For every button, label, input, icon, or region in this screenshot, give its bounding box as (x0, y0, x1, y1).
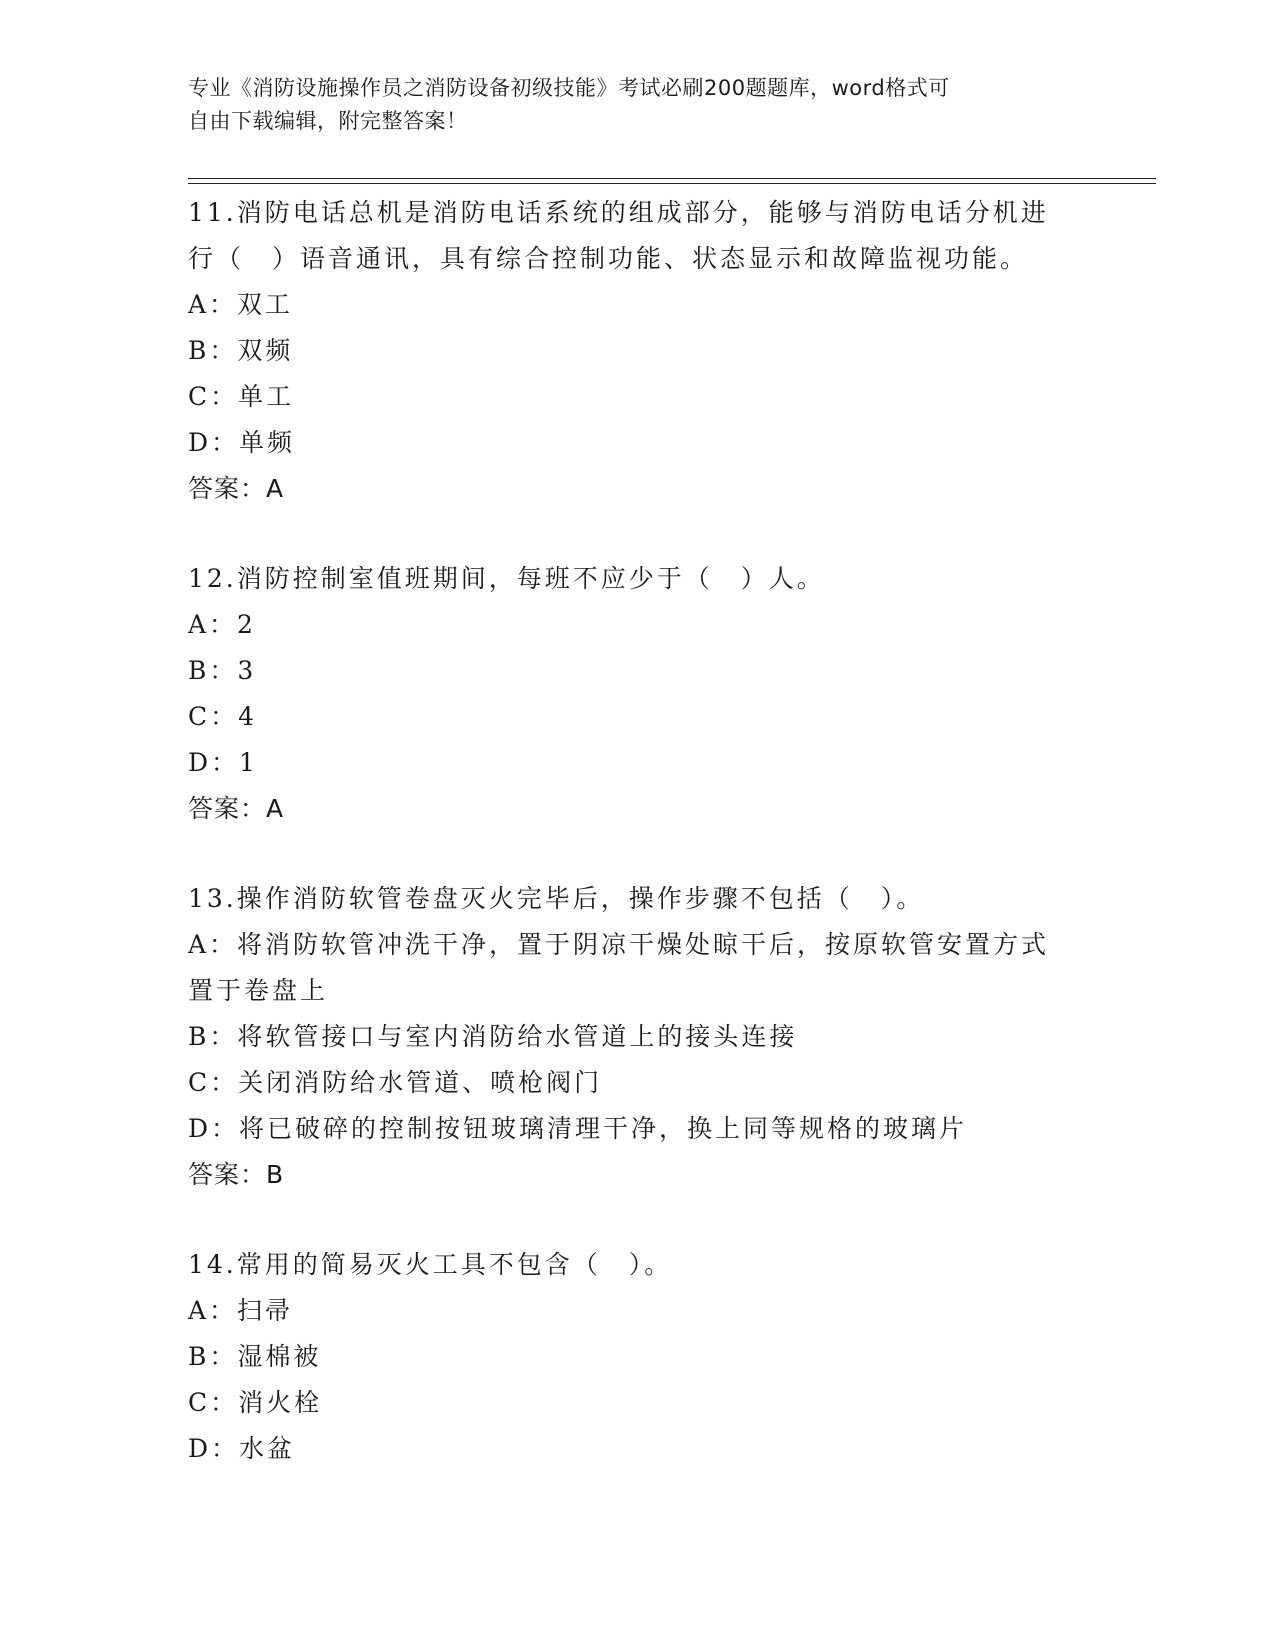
header-line-1: 专业《消防设施操作员之消防设备初级技能》考试必刷200题题库，word格式可 (188, 76, 950, 100)
option-a: A：双工 (188, 290, 294, 319)
question-stem: 14.常用的简易灭火工具不包含（ ）。 (188, 1250, 673, 1279)
question-stem: 11.消防电话总机是消防电话系统的组成部分，能够与消防电话分机进 (188, 198, 1049, 227)
question-stem: 行（ ）语音通讯，具有综合控制功能、状态显示和故障监视功能。 (188, 244, 1029, 273)
question-12 (188, 556, 1088, 832)
answer: 答案：B (188, 1160, 285, 1189)
question-13 (188, 876, 1088, 1198)
option-b: B：双频 (188, 336, 294, 365)
option-d: D：将已破碎的控制按钮玻璃清理干净，换上同等规格的玻璃片 (188, 1114, 968, 1143)
question-list (188, 190, 1088, 1472)
option-b: B：3 (188, 656, 257, 685)
option-d: D：单频 (188, 428, 296, 457)
answer: 答案：A (188, 474, 285, 503)
header-divider-top (188, 178, 1156, 179)
header-line-2: 自由下载编辑，附完整答案！ (188, 109, 468, 133)
option-a: A：扫帚 (188, 1296, 294, 1325)
document-header (188, 72, 1068, 138)
answer: 答案：A (188, 794, 285, 823)
option-c: C：消火栓 (188, 1388, 323, 1417)
question-11 (188, 190, 1088, 512)
question-stem: 13.操作消防软管卷盘灭火完毕后，操作步骤不包括（ ）。 (188, 884, 925, 913)
question-stem: 12.消防控制室值班期间，每班不应少于（ ）人。 (188, 564, 825, 593)
option-b: B：将软管接口与室内消防给水管道上的接头连接 (188, 1022, 798, 1051)
option-a-continued: 置于卷盘上 (188, 976, 329, 1005)
option-d: D：1 (188, 748, 258, 777)
option-a: A：将消防软管冲洗干净，置于阴凉干燥处晾干后，按原软管安置方式 (188, 930, 1050, 959)
option-a: A：2 (188, 610, 256, 639)
option-d: D：水盆 (188, 1434, 296, 1463)
header-divider-bottom (188, 183, 1156, 184)
option-c: C：单工 (188, 382, 295, 411)
option-c: C：4 (188, 702, 258, 731)
option-b: B：湿棉被 (188, 1342, 322, 1371)
question-14 (188, 1242, 1088, 1472)
option-c: C：关闭消防给水管道、喷枪阀门 (188, 1068, 603, 1097)
